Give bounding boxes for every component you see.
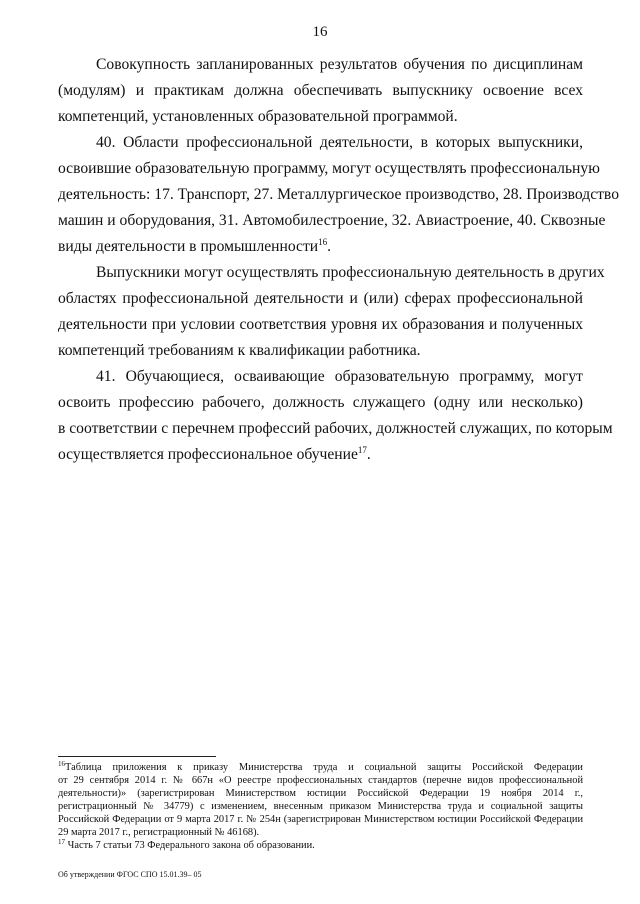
body-line-text: в соответствии с перечнем профессий рабочих, должностей служащих, по которым	[58, 420, 613, 437]
body-line	[58, 312, 583, 338]
body-line-tail: .	[366, 446, 371, 463]
body-line	[58, 104, 583, 130]
footnote-16-mark: 16	[58, 760, 65, 768]
body-line	[58, 78, 583, 104]
body-line	[58, 416, 613, 442]
body-line	[58, 208, 606, 234]
body-line	[58, 260, 605, 286]
body-line	[58, 364, 583, 390]
body-line	[58, 130, 583, 156]
body-line-text: 41. Обучающиеся, осваивающие образовательную программу, могут	[96, 368, 583, 385]
footnote-reference[interactable]: 17	[357, 445, 367, 455]
body-line-text: Выпускники могут осуществлять профессиональную деятельность в других	[96, 264, 605, 281]
footnote-16-line: деятельности)» (зарегистрирован Министерством юстиции Российской Федерации 19 ноября 2014 г.,	[58, 788, 583, 799]
body-line	[58, 182, 619, 208]
footnotes	[58, 761, 583, 852]
footnote-16-line: Российской Федерации от 9 марта 2017 г. № 254н (зарегистрирован Министерством юстиции Российской Федерации	[58, 814, 583, 825]
footnote-16-line: регистрационный № 34779) с изменением, внесенным приказом Министерства труда и социальной защиты	[58, 801, 583, 812]
body-line-text: освоившие образовательную программу, могут осуществлять профессиональную	[58, 160, 600, 177]
body-line	[58, 442, 583, 468]
body-line-text: освоить профессию рабочего, должность служащего (одну или несколько)	[58, 394, 583, 411]
body-line	[58, 52, 583, 78]
footnote-reference[interactable]: 16	[318, 237, 328, 247]
body-line	[58, 234, 583, 260]
footnote-separator	[58, 756, 216, 757]
footnote-16-line: от 29 сентября 2014 г. № 667н «О реестре профессиональных стандартов (перечне видов профессиональной	[58, 775, 583, 786]
body-line-tail: .	[327, 238, 332, 255]
body-line-text: машин и оборудования, 31. Автомобилестроение, 32. Авиастроение, 40. Сквозные	[58, 212, 606, 229]
page-number: 16	[312, 24, 328, 40]
body-line-text: деятельность: 17. Транспорт, 27. Металлургическое производство, 28. Производство	[58, 186, 619, 203]
document-body	[58, 52, 619, 468]
body-line	[58, 286, 583, 312]
body-line-text: виды деятельности в промышленности	[58, 238, 319, 255]
footnote-17: $^{17}$ Часть 7 статьи 73 Федерального закона об образовании.	[58, 838, 315, 851]
body-line-text: областях профессиональной деятельности и (или) сферах профессиональной	[58, 290, 583, 307]
body-line	[58, 338, 583, 364]
footnote-16-line: $^{16}$Таблица приложения к приказу Министерства труда и социальной защиты Российской Федерации	[58, 760, 583, 773]
body-line-text: (модулям) и практикам должна обеспечивать выпускнику освоение всех	[58, 82, 583, 99]
body-line-text: деятельности при условии соответствия уровня их образования и полученных	[58, 316, 583, 333]
body-line-text: компетенций требованиям к квалификации работника.	[58, 342, 421, 359]
body-line-text: 40. Области профессиональной деятельности, в которых выпускники,	[96, 134, 583, 151]
body-line	[58, 156, 600, 182]
body-line-text: осуществляется профессиональное обучение	[58, 446, 358, 463]
body-line	[58, 390, 583, 416]
footnote-17-mark: 17	[58, 838, 65, 846]
footnote-16-line: 29 марта 2017 г., регистрационный № 46168).	[58, 827, 260, 838]
body-line-text: Совокупность запланированных результатов обучения по дисциплинам	[96, 56, 583, 73]
document-footer: Об утверждении ФГОС СПО 15.01.39– 05	[58, 870, 202, 879]
body-line-text: компетенций, установленных образовательной программой.	[58, 108, 458, 125]
